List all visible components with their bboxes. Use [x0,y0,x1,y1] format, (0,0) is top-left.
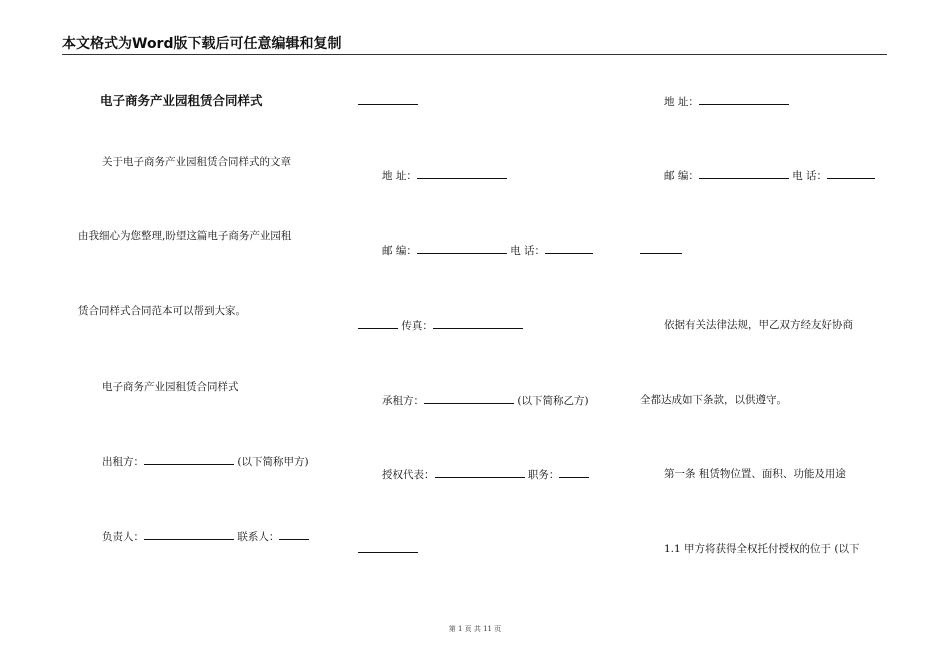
clause-1-1: 1.1 甲方将获得全权托付授权的位于 (以下 [664,543,860,555]
lessee-line [382,393,589,408]
address-blank-2 [699,94,789,105]
representative-label: 授权代表： [382,469,435,481]
representative-blank [435,467,525,478]
contact-blank [279,529,309,540]
postcode-label: 邮 编： [382,245,417,257]
page-footer: 第 1 页 共 11 页 [448,625,502,633]
intro-line-2: 由我细心为您整理,盼望这篇电子商务产业园租 [78,230,292,242]
intro-line-1: 关于电子商务产业园租赁合同样式的文章 [102,156,291,168]
intro-line-3: 赁合同样式合同范本可以帮到大家。 [78,305,246,317]
postcode-blank-2 [699,168,789,179]
lessor-line [102,454,309,469]
responsible-blank [144,529,234,540]
article-1-heading: 第一条 租赁物位置、面积、功能及用途 [664,468,846,480]
lessor-label: 出租方： [102,456,144,468]
page-header: 本文格式为Word版下载后可任意编辑和复制 [62,35,887,55]
lessee-postcode-line [664,168,875,183]
lessee-label: 承租方： [382,395,424,407]
col2-top-blank-line [358,94,418,109]
fax-blank [433,318,523,329]
postcode-label-2: 邮 编： [664,170,699,182]
fax-label: 传真： [401,320,433,332]
address-blank [417,168,507,179]
position-blank [559,467,589,478]
lessor-blank [144,454,234,465]
col2-top-blank [358,94,418,105]
lessor-postcode-line [382,243,593,258]
lessee-note: (以下简称乙方) [517,395,589,407]
responsible-line [102,529,309,544]
position-label: 职务： [527,469,560,481]
contact-label: 联系人： [237,531,280,543]
contract-subtitle: 电子商务产业园租赁合同样式 [102,381,239,393]
consultation-line: 依据有关法律法规，甲乙双方经友好协商 [664,319,853,331]
lessor-fax-line [358,318,523,333]
col2-bottom-blank [358,542,418,553]
agreement-line: 全都达成如下条款，以供遵守。 [640,394,787,406]
lessee-blank [424,393,514,404]
lessee-address-line [664,94,789,109]
col3-blank-line [640,243,682,258]
address-label-2: 地 址： [664,96,699,108]
phone-blank [545,243,593,254]
col2-bottom-blank-line [358,542,418,557]
lessor-note: (以下简称甲方) [237,456,309,468]
lessor-address-line [382,168,507,183]
document-title: 电子商务产业园租赁合同样式 [100,93,263,108]
representative-line [382,467,589,482]
phone-blank-2 [827,168,875,179]
address-label: 地 址： [382,170,417,182]
phone-label-2: 电 话： [792,170,828,182]
phone-label: 电 话： [510,245,546,257]
postcode-blank [417,243,507,254]
col3-blank [640,243,682,254]
responsible-label: 负责人： [102,531,144,543]
fax-lead-blank [358,318,398,329]
